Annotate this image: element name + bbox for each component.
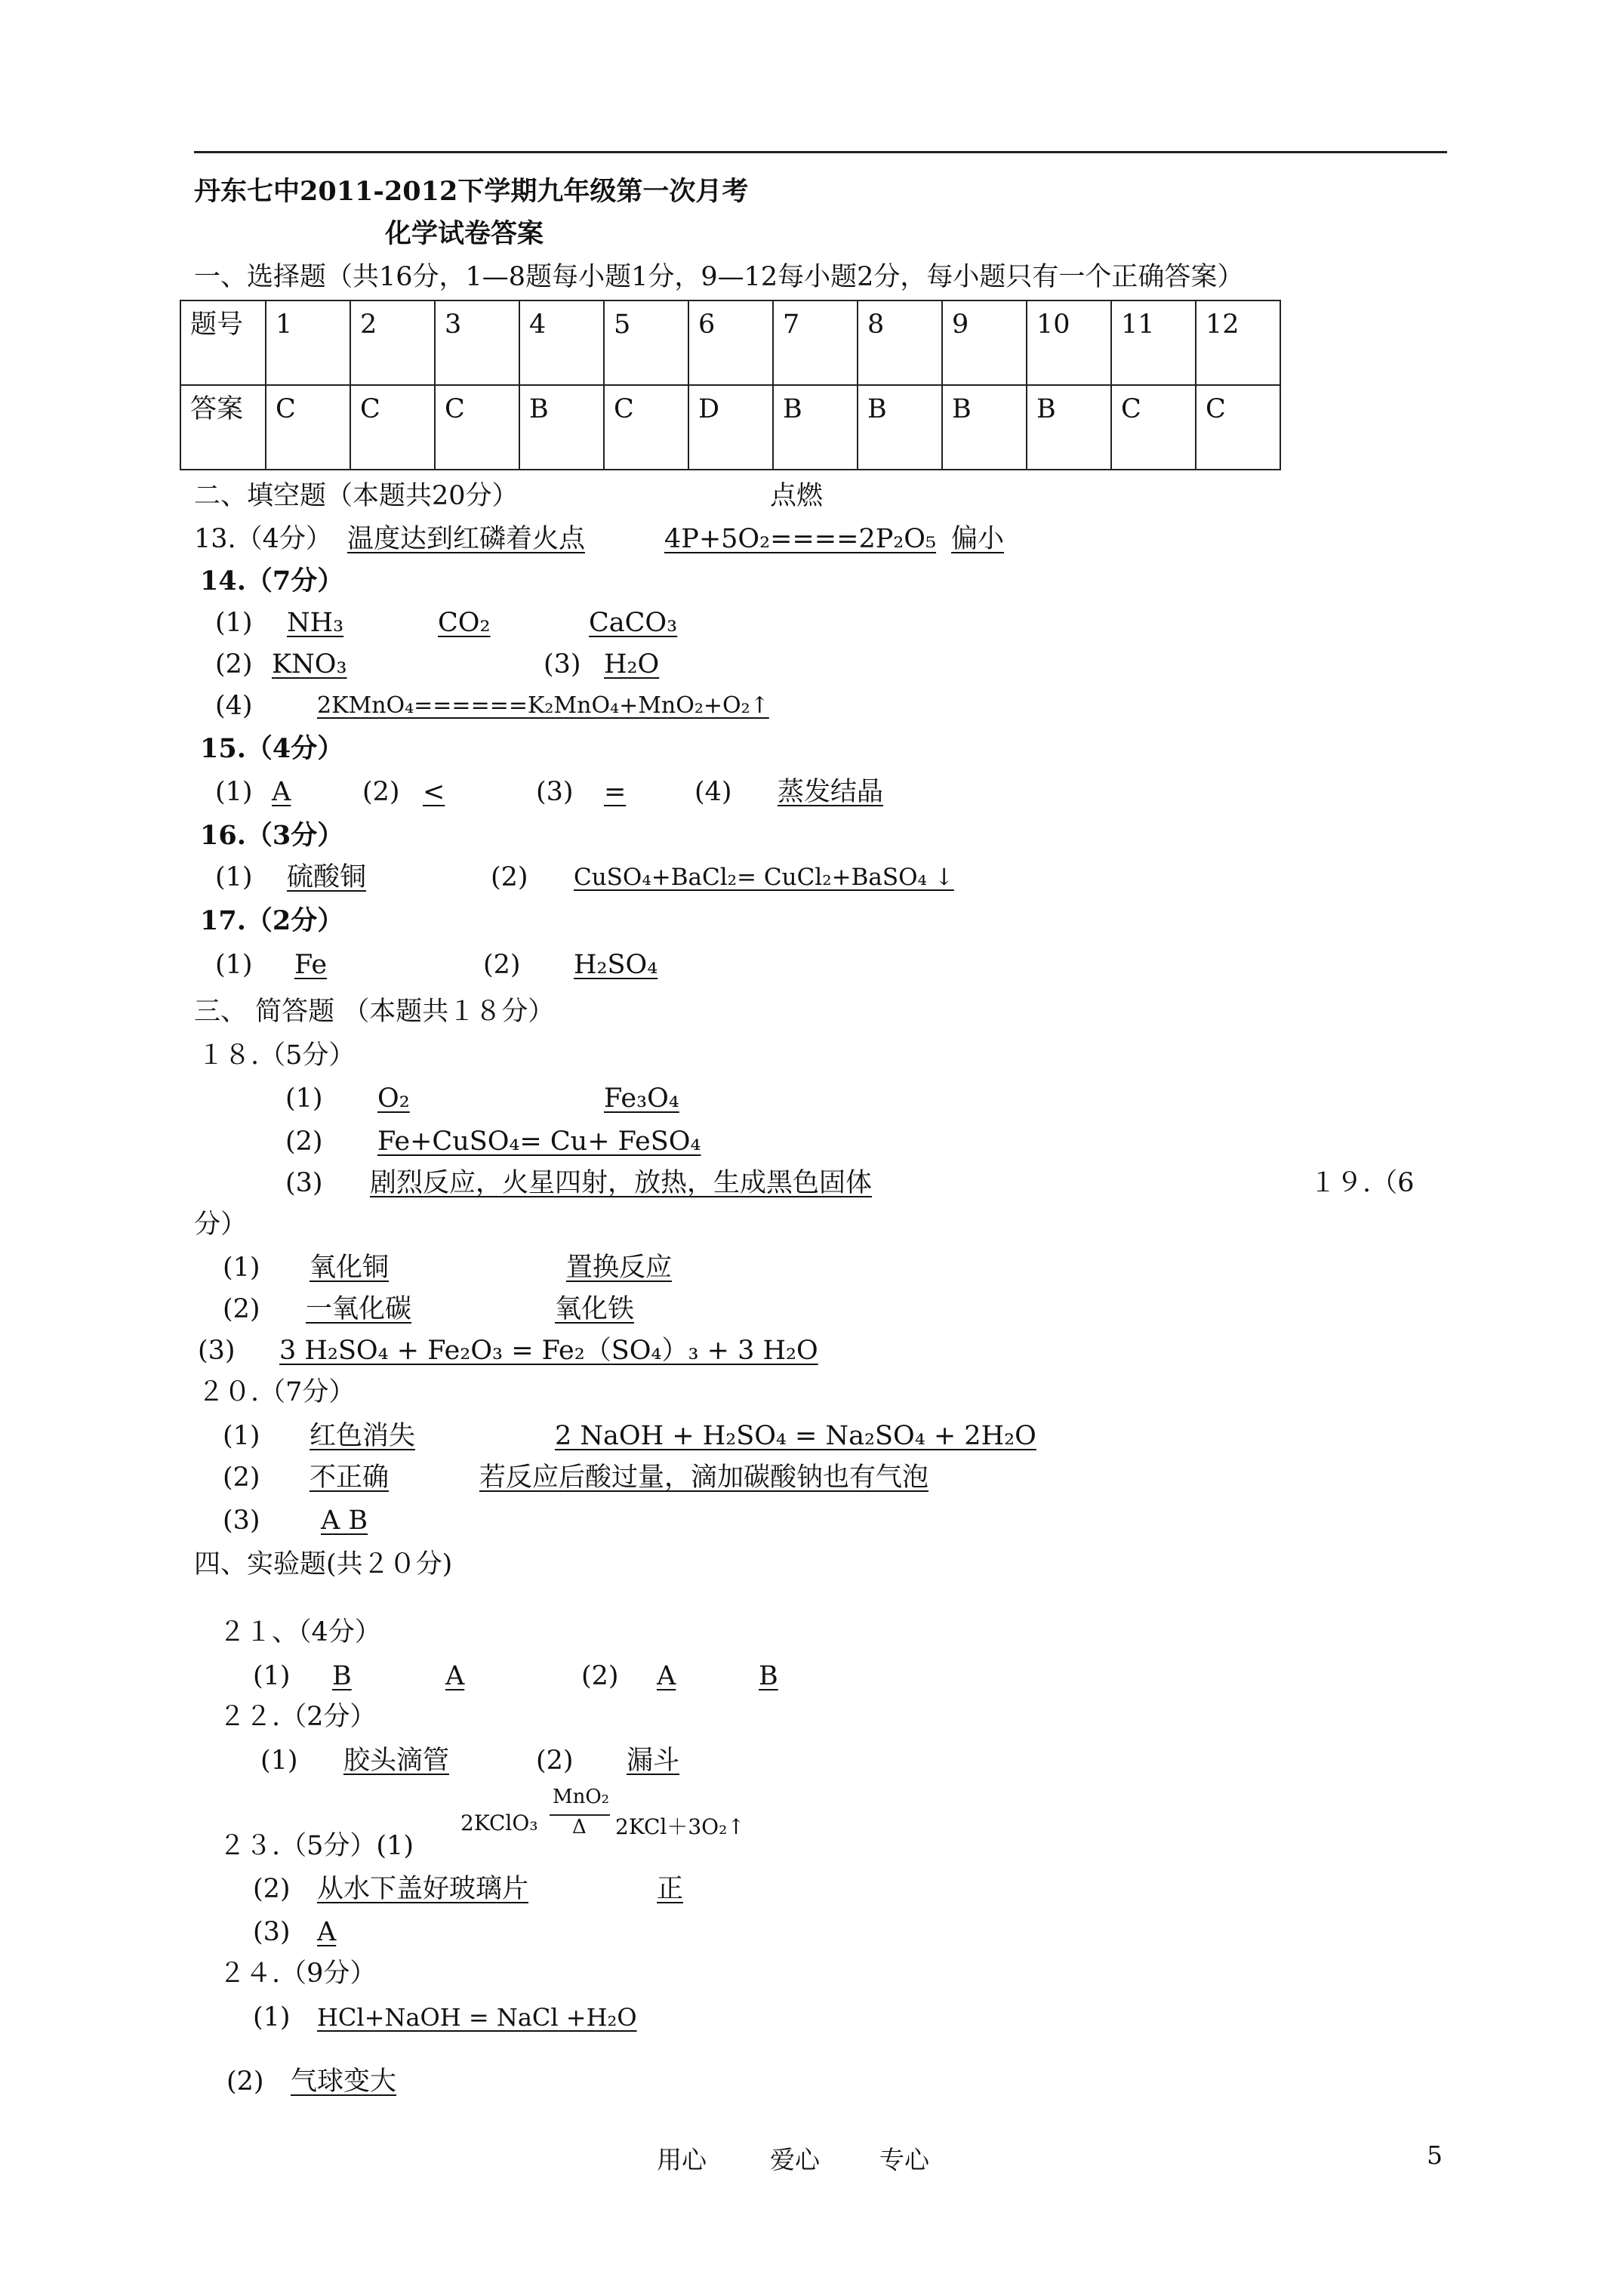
section2-heading: 二、填空题（本题共20分） <box>194 481 519 511</box>
table-cell: 5 <box>604 300 688 385</box>
q22-answer-1: 胶头滴管 <box>343 1746 450 1776</box>
q14-answer-1b: CO₂ <box>438 608 491 638</box>
q14-num-1: (1) <box>215 608 253 638</box>
table-cell: C <box>1196 385 1280 470</box>
table-cell: C <box>266 385 350 470</box>
q16-num-2: (2) <box>491 862 528 892</box>
q18-num-1: (1) <box>285 1083 323 1114</box>
kclo3-equation <box>460 1786 778 1846</box>
q22-num-1: (1) <box>260 1746 298 1776</box>
q14-answer-3: H₂O <box>604 649 660 680</box>
exam-subtitle: 化学试卷答案 <box>385 218 544 249</box>
q18-num-2: (2) <box>285 1126 323 1157</box>
q14-answer-1c: CaCO₃ <box>589 608 678 638</box>
q13-answer-2: 4P+5O₂====2P₂O₅ <box>664 524 937 554</box>
q17-answer-1: Fe <box>294 950 328 980</box>
section3-heading: 三、 简答题 （本题共１８分） <box>194 997 555 1027</box>
table-cell: 4 <box>519 300 604 385</box>
table-cell: 11 <box>1111 300 1196 385</box>
q20-answer-1b: 2 NaOH + H₂SO₄ = Na₂SO₄ + 2H₂O <box>555 1421 1036 1451</box>
q20-num-2: (2) <box>223 1462 260 1493</box>
q18-num-3: (3) <box>285 1168 323 1198</box>
q13-answer-1: 温度达到红磷着火点 <box>347 524 586 554</box>
q14-num-2: (2) <box>215 649 253 680</box>
q19-answer-1: 氧化铜 <box>310 1253 390 1283</box>
footer-word-1: 用心 <box>657 2145 707 2174</box>
q21-num-1: (1) <box>253 1661 291 1691</box>
table-row <box>180 300 1280 385</box>
table-cell: B <box>858 385 942 470</box>
table-cell: B <box>1027 385 1111 470</box>
equation-catalyst: MnO₂ <box>553 1786 610 1808</box>
q19-num-1: (1) <box>223 1253 260 1283</box>
q15-label: 15.（4分） <box>200 733 344 764</box>
q21-answer-2: A <box>657 1661 676 1691</box>
q19-answer-2: 一氧化碳 <box>306 1294 412 1324</box>
table-cell: 9 <box>942 300 1027 385</box>
q18-answer-1: O₂ <box>377 1083 410 1114</box>
q16-answer-2: CuSO₄+BaCl₂= CuCl₂+BaSO₄ ↓ <box>574 864 954 891</box>
page-number: 5 <box>1427 2140 1443 2170</box>
row-label-number: 题号 <box>180 300 266 385</box>
q16-label: 16.（3分） <box>200 820 344 851</box>
q13-label: 13.（4分） <box>194 524 332 554</box>
q15-answer-2: < <box>423 777 445 807</box>
q17-num-2: (2) <box>483 950 521 980</box>
q14-answer-4: 2KMnO₄======K₂MnO₄+MnO₂+O₂↑ <box>317 692 769 719</box>
q23-label: ２３.（5分）(1) <box>219 1831 414 1861</box>
equation-right: 2KCl＋3O₂↑ <box>615 1814 745 1839</box>
q21-answer-1b: A <box>445 1661 465 1691</box>
q20-answer-1: 红色消失 <box>310 1421 416 1451</box>
answer-table <box>180 300 1281 470</box>
q23-num-2: (2) <box>253 1874 291 1904</box>
q23-answer-3: A <box>317 1917 337 1947</box>
q14-label: 14.（7分） <box>200 566 344 596</box>
q20-answer-2b: 若反应后酸过量，滴加碳酸钠也有气泡 <box>479 1462 929 1493</box>
q22-label: ２２.（2分） <box>219 1702 377 1732</box>
q21-answer-2b: B <box>759 1661 778 1691</box>
equation-left: 2KClO₃ <box>460 1811 538 1835</box>
q14-answer-2a: KNO₃ <box>272 649 347 680</box>
footer-word-2: 爱心 <box>770 2145 820 2174</box>
q18-label: １８.（5分） <box>198 1040 356 1071</box>
q20-label: ２０.（7分） <box>198 1377 356 1407</box>
q19-answer-2b: 氧化铁 <box>555 1294 635 1324</box>
section4-heading: 四、实验题(共２０分) <box>194 1549 453 1579</box>
table-cell: C <box>604 385 688 470</box>
q14-answer-1a: NH₃ <box>287 608 344 638</box>
table-cell: 7 <box>773 300 858 385</box>
q23-answer-2: 从水下盖好玻璃片 <box>317 1874 529 1904</box>
q20-num-3: (3) <box>223 1505 260 1536</box>
q19-answer-3: 3 H₂SO₄ + Fe₂O₃ = Fe₂（SO₄）₃ + 3 H₂O <box>279 1336 818 1366</box>
q19-label-b: 分） <box>194 1210 248 1240</box>
q19-num-3: (3) <box>198 1336 236 1366</box>
q24-num-2: (2) <box>226 2066 264 2097</box>
table-cell: 12 <box>1196 300 1280 385</box>
table-cell: 1 <box>266 300 350 385</box>
q16-num-1: (1) <box>215 862 253 892</box>
ignite-label: 点燃 <box>770 481 824 511</box>
q23-num-3: (3) <box>253 1917 291 1947</box>
q15-num-2: (2) <box>362 777 400 807</box>
exam-title: 丹东七中2011-2012下学期九年级第一次月考 <box>194 176 749 207</box>
table-cell: 3 <box>435 300 519 385</box>
table-cell: 2 <box>350 300 435 385</box>
q24-num-1: (1) <box>253 2002 291 2032</box>
section1-heading: 一、选择题（共16分，1—8题每小题1分，9—12每小题2分，每小题只有一个正确答案） <box>194 262 1244 292</box>
q13-answer-3: 偏小 <box>951 524 1005 554</box>
q14-num-3: (3) <box>544 649 581 680</box>
q14-num-4: (4) <box>215 691 253 721</box>
header-rule <box>194 151 1447 153</box>
table-cell: B <box>942 385 1027 470</box>
equation-heat: Δ <box>572 1816 587 1838</box>
q15-num-3: (3) <box>536 777 574 807</box>
footer-word-3: 专心 <box>879 2145 929 2174</box>
row-label-answer: 答案 <box>180 385 266 470</box>
q24-answer-2: 气球变大 <box>291 2066 397 2097</box>
table-cell: D <box>688 385 773 470</box>
q22-num-2: (2) <box>536 1746 574 1776</box>
table-cell: C <box>435 385 519 470</box>
q20-answer-3: A B <box>321 1505 368 1536</box>
q17-label: 17.（2分） <box>200 905 344 936</box>
q15-answer-4: 蒸发结晶 <box>778 777 884 807</box>
table-cell: B <box>519 385 604 470</box>
q21-answer-1: B <box>332 1661 352 1691</box>
q19-label-a: １９.（6 <box>1310 1168 1415 1198</box>
q16-answer-1: 硫酸铜 <box>287 862 367 892</box>
q20-answer-2: 不正确 <box>310 1462 390 1493</box>
q15-answer-1: A <box>272 777 291 807</box>
q18-answer-2: Fe+CuSO₄= Cu+ FeSO₄ <box>377 1126 701 1157</box>
q23-answer-2b: 正 <box>657 1874 684 1904</box>
table-cell: C <box>1111 385 1196 470</box>
q24-label: ２４.（9分） <box>219 1959 377 1989</box>
table-cell: B <box>773 385 858 470</box>
q15-num-1: (1) <box>215 777 253 807</box>
q21-num-2: (2) <box>581 1661 619 1691</box>
q20-num-1: (1) <box>223 1421 260 1451</box>
q22-answer-2: 漏斗 <box>627 1746 680 1776</box>
table-cell: 8 <box>858 300 942 385</box>
table-cell: C <box>350 385 435 470</box>
q24-answer-1: HCl+NaOH = NaCl +H₂O <box>317 2003 637 2032</box>
q19-answer-1b: 置换反应 <box>566 1253 673 1283</box>
q17-num-1: (1) <box>215 950 253 980</box>
q15-answer-3: = <box>604 777 627 807</box>
q15-num-4: (4) <box>694 777 732 807</box>
q21-label: ２１、（4分） <box>219 1617 381 1647</box>
q17-answer-2: H₂SO₄ <box>574 950 658 980</box>
table-cell: 6 <box>688 300 773 385</box>
q19-num-2: (2) <box>223 1294 260 1324</box>
q18-answer-1b: Fe₃O₄ <box>604 1083 679 1114</box>
table-row <box>180 385 1280 470</box>
table-cell: 10 <box>1027 300 1111 385</box>
q18-answer-3: 剧烈反应，火星四射，放热，生成黑色固体 <box>370 1168 873 1198</box>
